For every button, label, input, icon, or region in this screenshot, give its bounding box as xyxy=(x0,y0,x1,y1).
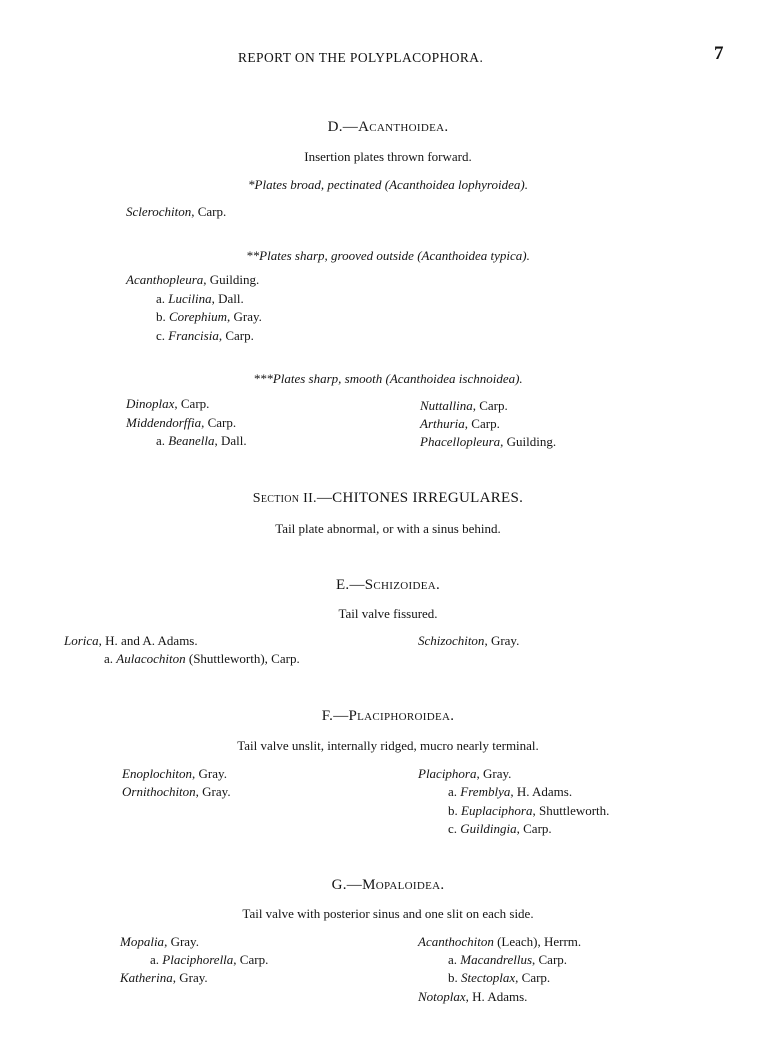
genus-name: Nuttallina xyxy=(420,398,473,413)
genus-entry xyxy=(120,934,199,950)
subgenus-letter: a. xyxy=(448,784,458,799)
subgenus-letter: c. xyxy=(448,821,458,836)
genus-entry xyxy=(420,398,508,414)
subgenus-author: , Carp. xyxy=(532,952,568,967)
subgenus-author: , Carp. xyxy=(515,970,551,985)
group-g-name: —Mopaloidea. xyxy=(346,877,445,893)
subgenus-entry xyxy=(156,309,262,325)
subgenus-author: , Carp. xyxy=(516,821,552,836)
genus-author: , Guilding. xyxy=(500,434,557,449)
genus-author: , Gray. xyxy=(192,766,227,781)
genus-entry xyxy=(420,416,500,432)
section-title: —CHITONES IRREGULARES. xyxy=(316,490,524,506)
genus-author: , H. Adams. xyxy=(465,989,528,1004)
genus-entry xyxy=(126,396,209,412)
subgenus-letter: b. xyxy=(156,309,166,324)
subgenus-name: Aulacochiton xyxy=(116,651,186,666)
genus-name: Enoplochiton xyxy=(122,766,193,781)
group-g-heading xyxy=(0,877,776,893)
genus-name: Ornithochiton xyxy=(122,784,196,799)
subgenus-name: Beanella xyxy=(168,433,215,448)
genus-name: Katherina xyxy=(120,970,173,985)
subgenus-name: Stectoplax xyxy=(461,970,516,985)
genus-author: , Carp. xyxy=(174,396,210,411)
genus-author: , Guilding. xyxy=(203,272,260,287)
subgenus-name: Corephium xyxy=(169,309,228,324)
genus-name: Arthuria xyxy=(420,416,465,431)
subgenus-name: Euplaciphora xyxy=(461,803,533,818)
genus-author: (Leach), Herrm. xyxy=(493,934,582,949)
subgenus-author: , Gray. xyxy=(227,309,262,324)
subgenus-letter: c. xyxy=(156,328,166,343)
genus-author: , Gray. xyxy=(484,633,520,648)
subgenus-name: Francisia xyxy=(168,328,219,343)
genus-name: Notoplax xyxy=(418,989,466,1004)
subgenus-letter: a. xyxy=(156,291,166,306)
group-d-heading xyxy=(0,119,776,135)
section-description: Tail plate abnormal, or with a sinus behind. xyxy=(275,521,501,536)
group-d-sub2-label: **Plates sharp, grooved outside (Acanthoidea typica). xyxy=(246,248,530,263)
genus-entry xyxy=(420,434,556,450)
genus-entry xyxy=(418,633,519,649)
subgenus-author: , Dall. xyxy=(211,291,244,306)
subgenus-author: , Carp. xyxy=(218,328,254,343)
subgenus-author: , Dall. xyxy=(214,433,247,448)
subgenus-entry xyxy=(104,651,300,667)
genus-author: , Gray. xyxy=(195,784,231,799)
subgenus-entry xyxy=(150,952,268,968)
group-d-sub1-label: *Plates broad, pectinated (Acanthoidea lophyroidea). xyxy=(248,177,528,192)
section-prefix: Section II. xyxy=(252,491,317,506)
genus-name: Middendorffia xyxy=(126,415,202,430)
subgenus-letter: b. xyxy=(448,970,458,985)
genus-name: Placiphora xyxy=(418,766,477,781)
group-e-heading xyxy=(0,577,776,593)
subgenus-author: , H. Adams. xyxy=(510,784,573,799)
subgenus-letter: b. xyxy=(448,803,458,818)
genus-entry xyxy=(126,415,236,431)
subgenus-entry xyxy=(448,952,567,968)
subgenus-entry xyxy=(448,784,572,800)
subgenus-letter: a. xyxy=(156,433,166,448)
group-d-name: —Acanthoidea. xyxy=(342,119,449,135)
group-d-description: Insertion plates thrown forward. xyxy=(304,149,472,164)
genus-author: , Carp. xyxy=(464,416,500,431)
genus-entry xyxy=(122,784,231,800)
group-e-name: —Schizoidea. xyxy=(349,577,441,593)
group-f-heading xyxy=(0,708,776,724)
subgenus-name: Lucilina xyxy=(168,291,212,306)
group-g-letter: G. xyxy=(331,877,347,893)
subgenus-author: (Shuttleworth), Carp. xyxy=(185,651,300,666)
subgenus-letter: a. xyxy=(448,952,458,967)
genus-entry xyxy=(418,934,581,950)
group-d-sub3-label: ***Plates sharp, smooth (Acanthoidea ischnoidea). xyxy=(253,371,523,386)
subgenus-name: Fremblya xyxy=(460,784,511,799)
genus-entry xyxy=(418,989,527,1005)
genus-name: Dinoplax xyxy=(126,396,175,411)
group-f-name: —Placiphoroidea. xyxy=(333,708,455,724)
subgenus-entry xyxy=(448,970,550,986)
group-e-description: Tail valve fissured. xyxy=(338,606,438,621)
subgenus-entry xyxy=(448,821,552,837)
subgenus-entry xyxy=(448,803,609,819)
subgenus-author: , Shuttleworth. xyxy=(532,803,610,818)
subgenus-entry xyxy=(156,433,247,449)
subgenus-name: Guildingia xyxy=(460,821,517,836)
genus-name: Sclerochiton xyxy=(126,204,192,219)
genus-author: , Gray. xyxy=(172,970,208,985)
genus-name: Acanthochiton xyxy=(418,934,494,949)
genus-author: , Gray. xyxy=(476,766,512,781)
genus-entry xyxy=(126,272,259,288)
group-g-description: Tail valve with posterior sinus and one slit on each side. xyxy=(242,906,534,921)
group-e-letter: E. xyxy=(335,577,350,593)
section-heading xyxy=(0,490,776,507)
genus-entry xyxy=(126,204,226,220)
genus-name: Phacellopleura xyxy=(420,434,501,449)
genus-author: , Carp. xyxy=(472,398,508,413)
subgenus-name: Placiphorella xyxy=(162,952,234,967)
genus-name: Lorica xyxy=(64,633,99,648)
subgenus-entry xyxy=(156,328,254,344)
subgenus-letter: a. xyxy=(150,952,160,967)
running-title: REPORT ON THE POLYPLACOPHORA. xyxy=(238,50,484,65)
group-f-description: Tail valve unslit, internally ridged, mucro nearly terminal. xyxy=(237,738,539,753)
genus-name: Schizochiton xyxy=(418,633,485,648)
genus-author: , Gray. xyxy=(164,934,199,949)
page-number: 7 xyxy=(714,43,724,64)
genus-name: Mopalia xyxy=(120,934,165,949)
genus-entry xyxy=(64,633,198,649)
group-f-letter: F. xyxy=(321,708,334,724)
group-d-letter: D. xyxy=(327,119,343,135)
genus-author: , H. and A. Adams. xyxy=(98,633,198,648)
genus-author: , Carp. xyxy=(201,415,237,430)
genus-author: , Carp. xyxy=(191,204,227,219)
subgenus-name: Macandrellus xyxy=(460,952,533,967)
subgenus-author: , Carp. xyxy=(233,952,269,967)
genus-entry xyxy=(122,766,227,782)
subgenus-letter: a. xyxy=(104,651,114,666)
genus-entry xyxy=(418,766,511,782)
subgenus-entry xyxy=(156,291,244,307)
genus-entry xyxy=(120,970,208,986)
genus-name: Acanthopleura xyxy=(126,272,204,287)
